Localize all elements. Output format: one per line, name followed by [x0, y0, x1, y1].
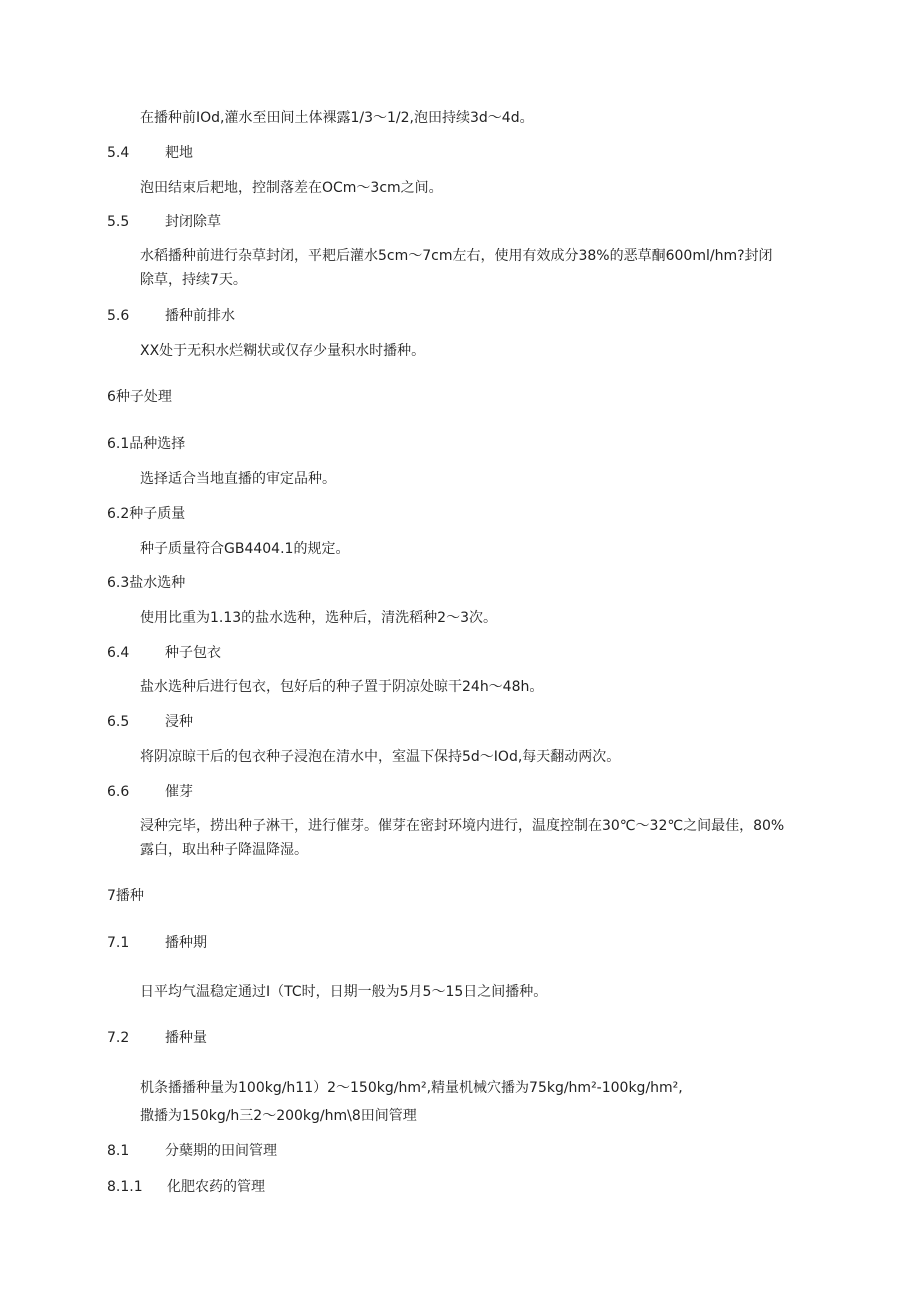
chapter-heading: 6种子处理	[107, 389, 172, 405]
paragraph-line: 浸种完毕，捞出种子淋干，进行催芽。催芽在密封环境内进行，温度控制在30℃～32℃之间最佳，80%	[140, 818, 785, 834]
paragraph-line: 水稻播种前进行杂草封闭，平耙后灌水5cm～7cm左右，使用有效成分38%的恶草酮600ml/hm?封闭	[140, 248, 773, 264]
section-heading: 6.5 浸种	[107, 714, 193, 730]
paragraph-line: 将阴凉晾干后的包衣种子浸泡在清水中，室温下保持5d～IOd,每天翻动两次。	[140, 749, 621, 765]
chapter-heading: 7播种	[107, 888, 144, 904]
paragraph-line: 泡田结束后耙地，控制落差在OCm～3cm之间。	[140, 180, 443, 196]
paragraph-line: 露白，取出种子降温降湿。	[140, 842, 308, 858]
paragraph-line: 日平均气温稳定通过I（TC时，日期一般为5月5～15日之间播种。	[140, 984, 548, 1000]
paragraph-line: 除草，持续7天。	[140, 272, 247, 288]
section-heading: 5.4 耙地	[107, 145, 193, 161]
section-heading: 7.1 播种期	[107, 935, 207, 951]
paragraph-line: 在播种前IOd,灌水至田间土体裸露1/3～1/2,泡田持续3d～4d。	[140, 110, 534, 126]
paragraph-line: 种子质量符合GB4404.1的规定。	[140, 541, 350, 557]
section-heading: 5.5 封闭除草	[107, 214, 221, 230]
paragraph-line: 使用比重为1.13的盐水选种，选种后，清洗稻种2～3次。	[140, 610, 497, 626]
section-heading: 6.4 种子包衣	[107, 645, 221, 661]
subsection-heading: 8.1.1 化肥农药的管理	[107, 1179, 265, 1195]
paragraph-line: XX处于无积水烂糊状或仅存少量积水时播种。	[140, 343, 426, 359]
section-heading: 8.1 分蘖期的田间管理	[107, 1143, 277, 1159]
section-heading: 6.3盐水选种	[107, 575, 186, 591]
paragraph-line: 盐水选种后进行包衣，包好后的种子置于阴凉处晾干24h～48h。	[140, 679, 544, 695]
section-heading: 5.6 播种前排水	[107, 308, 235, 324]
section-heading: 6.1品种选择	[107, 436, 186, 452]
section-heading: 7.2 播种量	[107, 1030, 207, 1046]
section-heading: 6.2种子质量	[107, 506, 186, 522]
section-heading: 6.6 催芽	[107, 784, 193, 800]
paragraph-line: 选择适合当地直播的审定品种。	[140, 471, 336, 487]
paragraph-line: 机条播播种量为100kg∕h11）2～150kg∕hm²,精量机械穴播为75kg∕hm²-100kg∕hm²,	[140, 1080, 683, 1096]
paragraph-line: 撒播为150kg∕h三2～200kg∕hm\8田间管理	[140, 1108, 417, 1124]
